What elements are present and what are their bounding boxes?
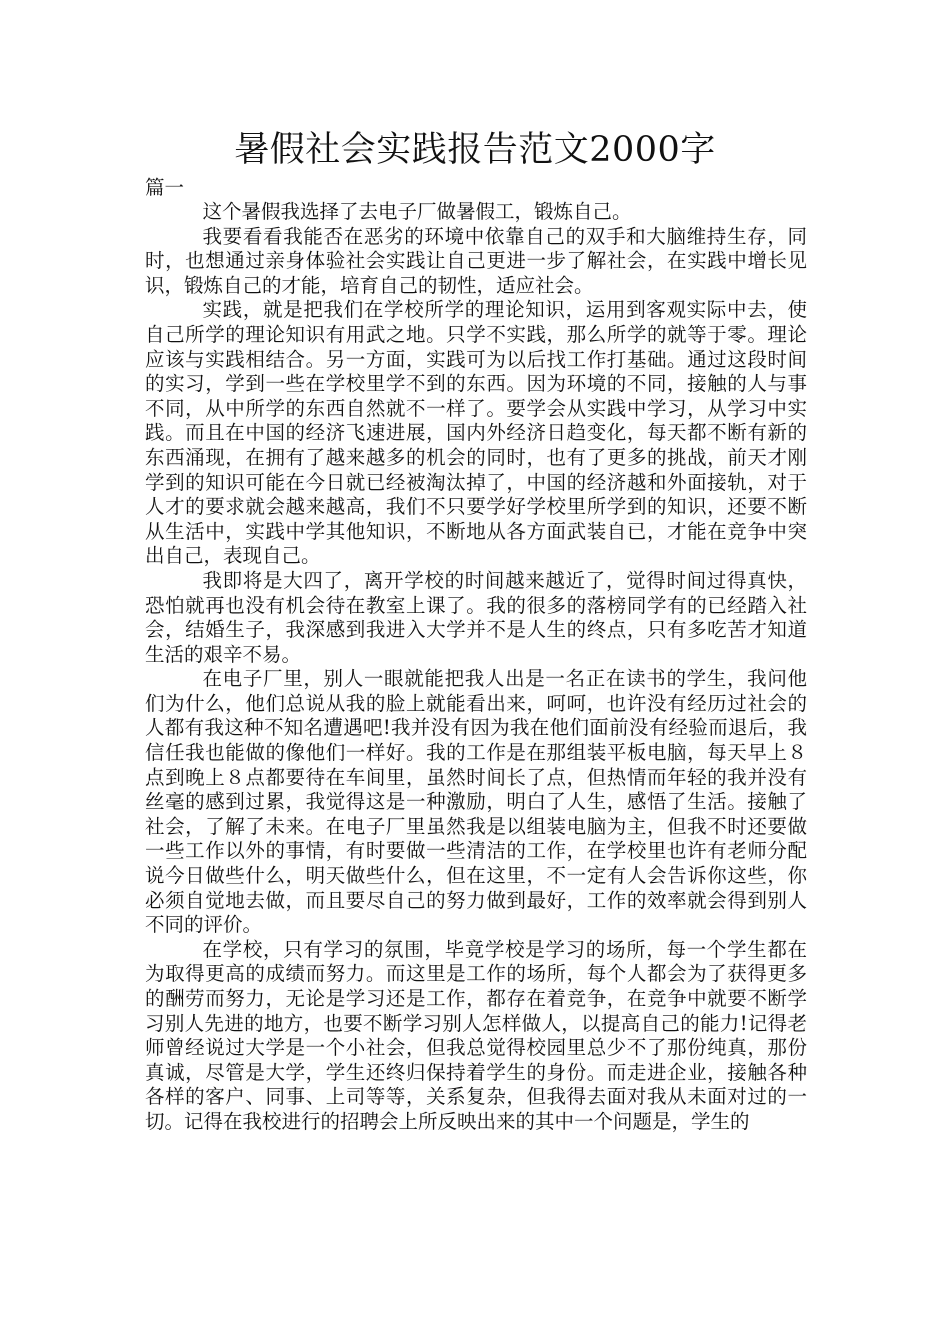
paragraph: 这个暑假我选择了去电子厂做暑假工，锻炼自己。 <box>202 200 632 223</box>
paragraph: 我即将是大四了，离开学校的时间越来越近了，觉得时间过得真快，恐怕就再也没有机会待在教室上课了。我的很多的落榜同学有的已经踏入社会，结婚生子，我深感到我进入大学并不是人生的终点，只有多吃苦才知道生活的艰辛不易。 <box>145 568 807 666</box>
section-label: 篇一 <box>145 176 185 199</box>
paragraph: 在学校，只有学习的氛围，毕竟学校是学习的场所，每一个学生都在为取得更高的成绩而努力。而这里是工作的场所，每个人都会为了获得更多的酬劳而努力，无论是学习还是工作，都存在着竞争，在竞争中就要不断学习别人先进的地方，也要不断学习别人怎样做人，以提高自己的能力!记得老师曾经说过大学是一个小社会，但我总觉得校园里总少不了那份纯真，那份真诚，尽管是大学，学生还终归保持着学生的身份。而走进企业，接触各种各样的客户、同事、上司等等，关系复杂，但我得去面对我从未面对过的一切。记得在我校进行的招聘会上所反映出来的其中一个问题是，学生的 <box>145 937 807 1133</box>
paragraph: 在电子厂里，别人一眼就能把我人出是一名正在读书的学生，我问他们为什么，他们总说从我的脸上就能看出来，呵呵，也许没有经历过社会的人都有我这种不知名遭遇吧!我并没有因为我在他们面前没有经验而退后，我信任我也能做的像他们一样好。我的工作是在那组装平板电脑，每天早上８点到晚上８点都要待在车间里，虽然时间长了点，但热情而年轻的我并没有丝毫的感到过累，我觉得这是一种激励，明白了人生，感悟了生活。接触了社会，了解了未来。在电子厂里虽然我是以组装电脑为主，但我不时还要做一些工作以外的事情，有时要做一些清洁的工作，在学校里也许有老师分配说今日做些什么，明天做些什么，但在这里，不一定有人会告诉你这些，你必须自觉地去做，而且要尽自己的努力做到最好，工作的效率就会得到别人不同的评价。 <box>145 667 807 937</box>
paragraph: 我要看看我能否在恶劣的环境中依靠自己的双手和大脑维持生存，同时，也想通过亲身体验社会实践让自己更进一步了解社会，在实践中增长见识，锻炼自己的才能，培育自己的韧性，适应社会。 <box>145 224 807 297</box>
document-body <box>145 200 807 1135</box>
paragraph: 实践，就是把我们在学校所学的理论知识，运用到客观实际中去，使自己所学的理论知识有用武之地。只学不实践，那么所学的就等于零。理论应该与实践相结合。另一方面，实践可为以后找工作打基础。通过这段时间的实习，学到一些在学校里学不到的东西。因为环境的不同，接触的人与事不同，从中所学的东西自然就不一样了。要学会从实践中学习，从学习中实践。而且在中国的经济飞速进展，国内外经济日趋变化，每天都不断有新的东西涌现，在拥有了越来越多的机会的同时，也有了更多的挑战，前天才刚学到的知识可能在今日就已经被淘汰掉了，中国的经济越和外面接轨，对于人才的要求就会越来越高，我们不只要学好学校里所学到的知识，还要不断从生活中，实践中学其他知识，不断地从各方面武装自已，才能在竞争中突出自己，表现自己。 <box>145 298 807 568</box>
document-title: 暑假社会实践报告范文2000字 <box>234 130 716 170</box>
